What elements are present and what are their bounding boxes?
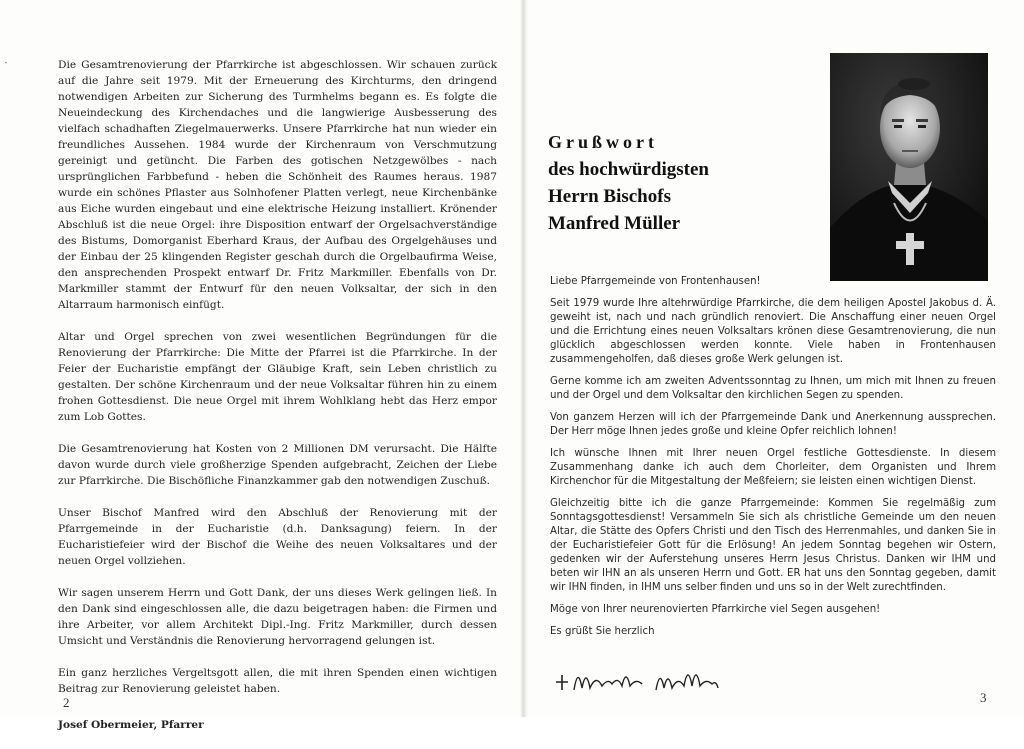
headline-line: Manfred Müller: [548, 213, 681, 234]
paragraph: Unser Bischof Manfred wird den Abschluß der Renovierung mit der Pfarrgemeinde in der Eucharistie (d.h. Danksagung) feiern. In der Eucharistiefeier wird der Bischof die Weihe des neuen Volksaltares und der neuen Orgel vollziehen.: [58, 507, 497, 567]
paragraph: Gerne komme ich am zweiten Adventssonntag zu Ihnen, um mich mit Ihnen zu freuen und der Orgel und dem Volksaltar den kirchlichen Segen zu spenden.: [550, 376, 996, 401]
paragraph: Ein ganz herzliches Vergeltsgott allen, die mit ihren Spenden einen wichtigen Beitrag zur Renovierung geleistet haben.: [58, 667, 497, 695]
portrait-illustration: [830, 53, 988, 281]
handwritten-signature: [552, 660, 742, 700]
paragraph: Ich wünsche Ihnen mit Ihrer neuen Orgel festliche Gottesdienste. In diesem Zusammenhang danke ich auch dem Chorleiter, dem Organisten und Ihrem Kirchenchor für die Mitgestaltung der Meßfeiern; sie leisten einen wichtigen Dienst.: [550, 448, 996, 487]
paragraph: Die Gesamtrenovierung hat Kosten von 2 Millionen DM verursacht. Die Hälfte davon wurde durch viele großherzige Spenden aufgebracht, Zeichen der Liebe zur Pfarrkirche. Die Bischöfliche Finanzkammer gab den notwendigen Zuschuß.: [58, 443, 497, 487]
scan-mark: ·: [4, 56, 8, 70]
bishop-portrait-photo: [830, 53, 988, 281]
left-page: [0, 0, 522, 731]
headline-line: Herrn Bischofs: [548, 186, 671, 207]
paragraph: Von ganzem Herzen will ich der Pfarrgemeinde Dank und Anerkennung aussprechen. Der Herr möge Ihnen jedes große und kleine Opfer reichlich lohnen!: [550, 412, 996, 437]
paragraph: Wir sagen unserem Herrn und Gott Dank, der uns dieses Werk gelingen ließ. In den Dank sind eingeschlossen alle, die dazu beigetragen haben: die Firmen und ihre Arbeiter, vor allem Architekt Dipl.-Ing. Fritz Markmiller, durch dessen Umsicht und Verständnis die Renovierung hervorragend gelungen ist.: [58, 587, 497, 647]
author-signature: Josef Obermeier, Pfarrer: [58, 719, 204, 731]
headline-line: des hochwürdigsten: [548, 159, 709, 180]
right-page: [528, 0, 1024, 717]
closing-line: Es grüßt Sie herzlich: [550, 626, 655, 637]
paragraph: Altar und Orgel sprechen von zwei wesentlichen Begründungen für die Renovierung der Pfarrkirche: Die Mitte der Pfarrei ist die Pfarrkirche. In der Feier der Eucharistie empfängt der Gläubige Kraft, sein Leben christlich zu gestalten. Der schöne Kirchenraum und der neue Volksaltar führen hin zu einem frohen Gottesdienst. Die neue Orgel mit ihrem Wohlklang hebt das Herz empor zum Lob Gottes.: [58, 331, 497, 423]
greeting-line: Liebe Pfarrgemeinde von Frontenhausen!: [550, 276, 761, 287]
left-text-column: [58, 57, 497, 749]
paragraph: Gleichzeitig bitte ich die ganze Pfarrgemeinde: Kommen Sie regelmäßig zum Sonntagsgottesdienst! Versammeln Sie sich als christliche Gemeinde um den neuen Altar, die Stätte des Opfers Christi und den Tisch des Herrenmahles, und danken Sie in der Eucharistiefeier Gott für die Erlösung! An jedem Sonntag begehen wir Ostern, gedenken wir der Auferstehung unseres Herrn Jesus Christus. Danken wir IHM und beten wir IHN an als unseren Herrn und Gott. ER hat uns den Sonntag gegeben, damit wir IHN finden, in IHM uns selber finden und uns so in der Welt zurechtfinden.: [550, 498, 996, 593]
paragraph: Seit 1979 wurde Ihre altehrwürdige Pfarrkirche, die dem heiligen Apostel Jakobus d. Ä. geweiht ist, nach und nach gründlich renoviert. Die Anschaffung einer neuen Orgel und die Errichtung eines neuen Volksaltars krönen diese Gesamtrenovierung, die nun glücklich abgeschlossen werden konnte. Viele haben in Frontenhausen zusammengeholfen, daß dieses große Werk gelungen ist.: [550, 298, 996, 365]
paragraph: Möge von Ihrer neurenovierten Pfarrkirche viel Segen ausgehen!: [550, 604, 881, 615]
right-text-column: [550, 275, 996, 647]
headline-kicker: Grußwort: [548, 132, 658, 152]
page-number-right: 3: [980, 690, 987, 705]
page-number-left: 2: [63, 695, 70, 710]
paragraph: Die Gesamtrenovierung der Pfarrkirche ist abgeschlossen. Wir schauen zurück auf die Jahre seit 1979. Mit der Erneuerung des Kirchturms, den dringend notwendigen Arbeiten zur Sicherung des Turmhelms begann es. Es folgte die Neueindeckung des Kirchendaches und die langwierige Ausbesserung des vielfach schadhaften Ziegelmauerwerks. Unsere Pfarrkirche hat nun wieder ein freundliches Aussehen. 1984 wurde der Kirchenraum von Verschmutzung gereinigt und getüncht. Die Farben des gotischen Netzgewölbes - nach ursprünglichen Farbbefund - heben die Schönheit des Raumes heraus. 1987 wurde ein schönes Pflaster aus Solnhofener Platten verlegt, neue Kirchenbänke aus Eiche wurden eingebaut und eine elektrische Heizung installiert. Krönender Abschluß ist die neue Orgel: ihre Disposition entwarf der Orgelsachverständige des Bistums, Domorganist Eberhard Kraus, der Aufbau des Orgelgehäuses und der Einbau der 25 klingenden Register geschah durch die Orgelbaufirma Weise, den ansprechenden Prospekt entwarf Dr. Fritz Markmiller. Ebenfalls von Dr. Markmiller stammt der Entwurf für den neuen Volksaltar, der sich in den Altarraum harmonisch einfügt.: [58, 59, 497, 311]
greeting-headline: [548, 128, 818, 237]
